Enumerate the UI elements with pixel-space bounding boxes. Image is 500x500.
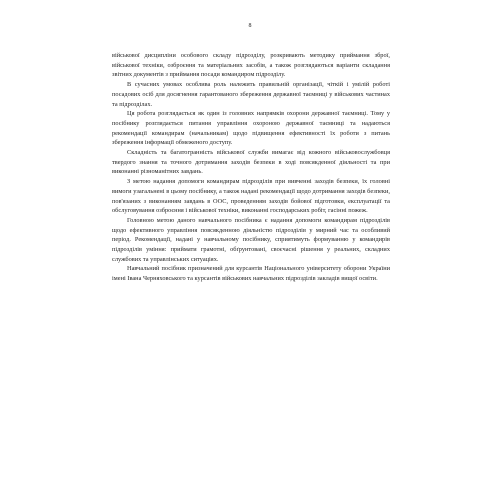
page-number: 8	[248, 23, 252, 29]
paragraph-6: Головною метою даного навчального посібника є надання допомоги командирам підрозділів щодо ефективного управління повсякденною діяльністю підрозділів у мирний час та особливий період. Рекомендації, надані у навчальному посібнику, сприятимуть формуванню у командирів підрозділів уміння: приймати грамотні, обґрунтовані, своєчасні рішення у реальних, складних службових та управлінських ситуаціях.	[112, 216, 390, 263]
paragraph-2: В сучасних умовах особлива роль належить правильній організації, чіткій і умілій роботі посадових осіб для досягнення гарантованого збереження державної таємниці у військових частинах та підрозділах.	[112, 81, 390, 108]
paragraph-3: Ця робота розглядається як один із головних напрямків охорони державної таємниці. Тому у посібнику розглядається питання управління охороною державної таємниці та надаються рекомендації командирам (начальникам) щодо підвищення ефективності їх роботи з питань збереження інформації обмеженого доступу.	[112, 110, 390, 147]
paragraph-5: З метою надання допомоги командирам підрозділів при вивченні заходів безпеки, їх головні вимоги узагальнені в цьому посібнику, а також надані рекомендації щодо дотримання заходів безпеки, пов'язаних з виконанням завдань в ООС, проведенням заходів бойової підготовки, експлуатації та обслуговування озброєння і військової техніки, виконанні господарських робіт, гасінні пожеж.	[112, 178, 390, 215]
body-text	[112, 51, 390, 284]
paragraph-4: Складність та багатогранність військової служби вимагає від кожного військовослужбовця твердого знання та точного дотримання заходів безпеки в ході повсякденної діяльності та при виконанні різноманітних завдань.	[112, 149, 390, 176]
paragraph-1: військової дисципліни особового складу підрозділу, розкривають методику приймання зброї, військової техніки, озброєння та матеріальних засобів, а також розглядаються варіанти складання звітних документів з приймання посади командиром підрозділу.	[112, 52, 390, 79]
paragraph-7: Навчальний посібник призначений для курсантів Національного університету оборони України імені Івана Черняховського та курсантів військових навчальних підрозділів закладів вищої освіти.	[112, 265, 390, 283]
